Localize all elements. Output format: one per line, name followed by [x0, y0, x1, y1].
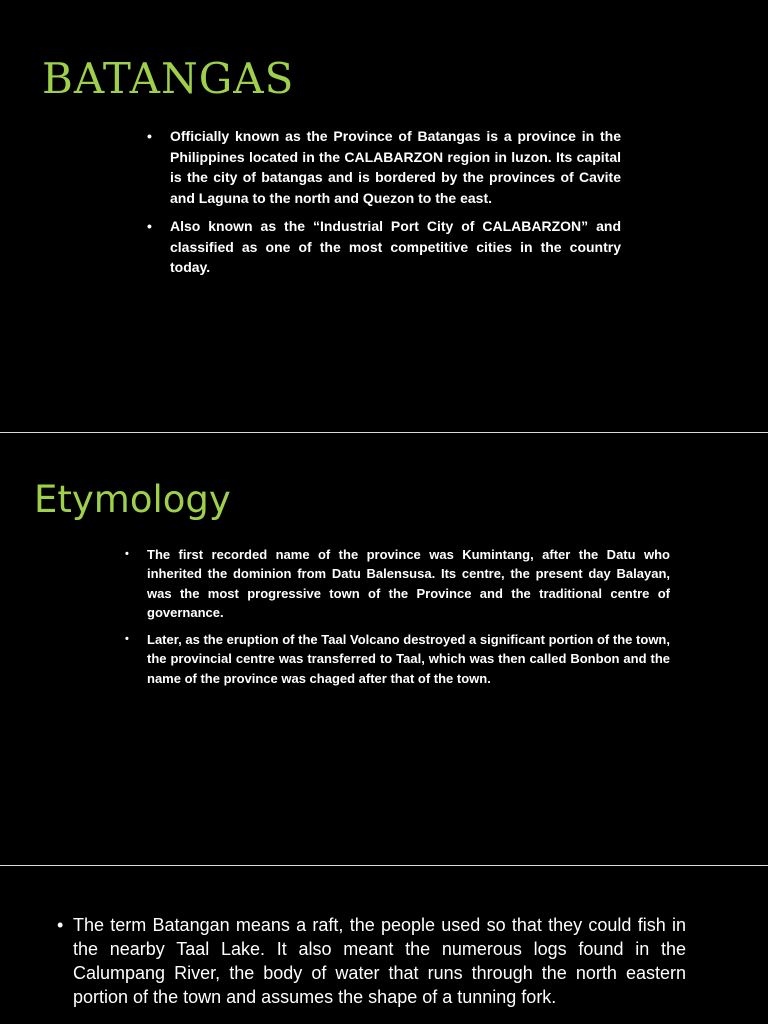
slide-title: Etymology: [34, 478, 231, 521]
bullet-text: Also known as the “Industrial Port City of CALABARZON” and classified as one of the most competitive cities in the country today.: [170, 217, 621, 276]
bullet-text: Later, as the eruption of the Taal Volcano destroyed a significant portion of the town, the provincial centre was transferred to Taal, which was then called Bonbon and the name of the province was chaged after that of the town.: [147, 632, 670, 686]
bullet-icon: •: [125, 633, 129, 646]
list-item: [147, 216, 621, 278]
bullet-list: [57, 913, 686, 1009]
bullet-text: The first recorded name of the province was Kumintang, after the Datu who inherited the dominion from Datu Balensusa. Its centre, the present day Balayan, was the most progressive town of the Province and the traditional centre of governance.: [147, 547, 670, 620]
bullet-text: Officially known as the Province of Batangas is a province in the Philippines located in the CALABARZON region in luzon. Its capital is the city of batangas and is bordered by the provinces of Cavite and Laguna to the north and Quezon to the east.: [170, 128, 621, 207]
bullet-list: [147, 126, 621, 285]
bullet-icon: •: [147, 217, 152, 234]
list-item: [147, 126, 621, 209]
list-item: [125, 630, 670, 688]
bullet-list: [125, 545, 670, 696]
bullet-icon: •: [57, 915, 64, 935]
bullet-icon: •: [147, 128, 152, 144]
slide-title: BATANGAS: [42, 54, 295, 103]
bullet-icon: •: [125, 548, 129, 560]
bullet-text: The term Batangan means a raft, the people used so that they could fish in the nearby Taal Lake. It also meant the numerous logs found in the Calumpang River, the body of water that runs through the north eastern portion of the town and assumes the shape of a tunning fork.: [73, 915, 686, 1007]
list-item: [57, 913, 686, 1009]
list-item: [125, 545, 670, 622]
